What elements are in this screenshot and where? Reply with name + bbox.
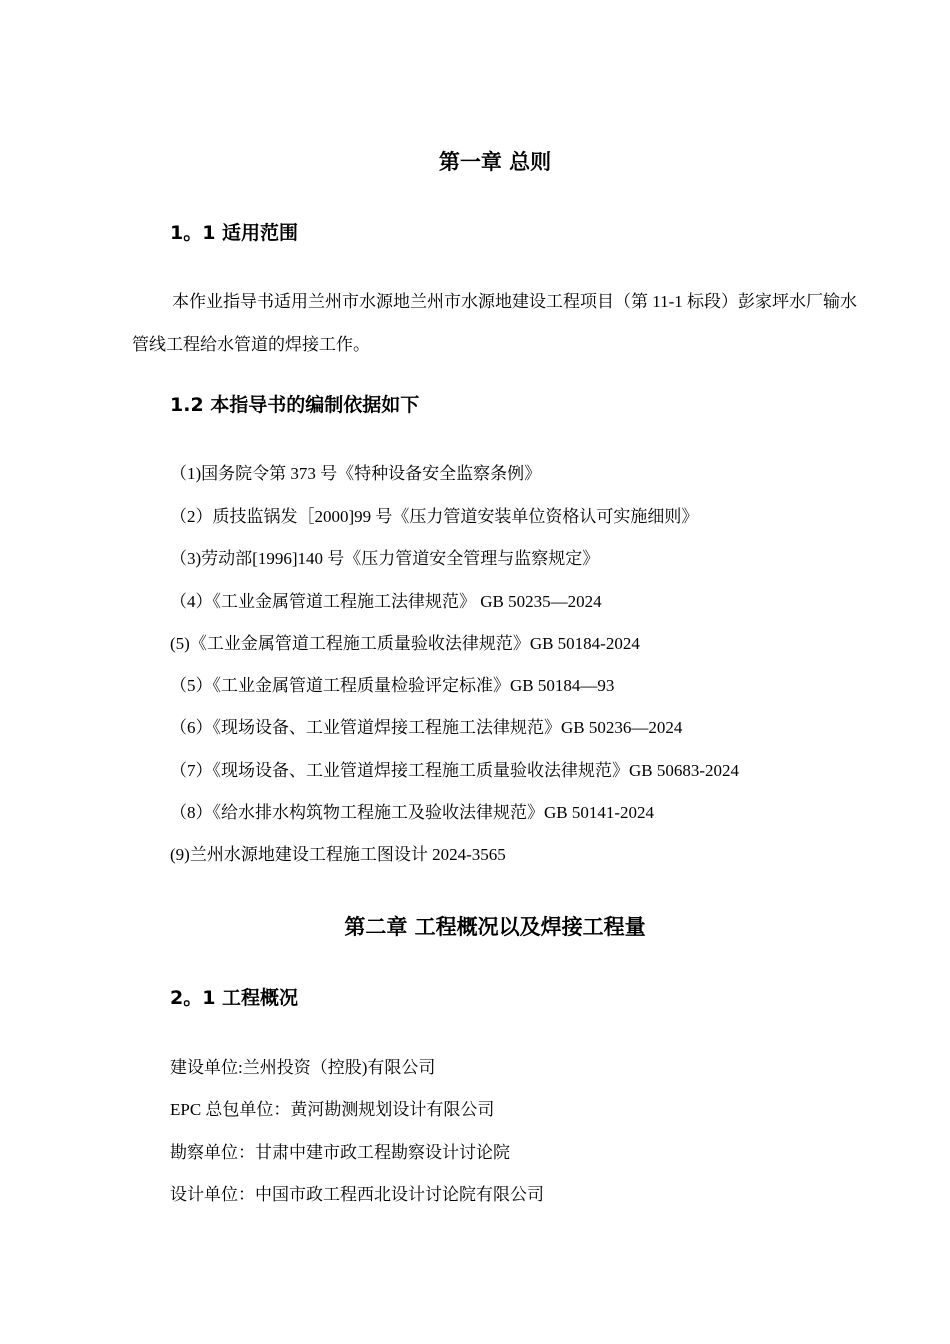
reference-item: （6）《现场设备、工业管道焊接工程施工法律规范》GB 50236—2024 — [170, 718, 683, 737]
section-1-2-heading: 1.2 本指导书的编制依据如下 — [170, 394, 420, 416]
reference-item: （2）质技监锅发［2000]99 号《压力管道安装单位资格认可实施细则》 — [170, 507, 699, 526]
project-info-item: 建设单位:兰州投资（控股)有限公司 — [170, 1058, 436, 1077]
project-info-item: EPC 总包单位：黄河勘测规划设计有限公司 — [170, 1100, 495, 1119]
reference-item: （5）《工业金属管道工程质量检验评定标准》GB 50184—93 — [170, 676, 615, 695]
reference-item: （4）《工业金属管道工程施工法律规范》 GB 50235—2024 — [170, 592, 602, 611]
reference-item: （3)劳动部[1996]140 号《压力管道安全管理与监察规定》 — [170, 549, 600, 568]
section-1-1-heading: 1。1 适用范围 — [170, 222, 299, 244]
chapter-1-title: 第一章 总则 — [438, 150, 552, 174]
section-2-1-heading: 2。1 工程概况 — [170, 987, 299, 1009]
project-info-item: 勘察单位：甘肃中建市政工程勘察设计讨论院 — [170, 1143, 510, 1162]
section-1-1-paragraph: 本作业指导书适用兰州市水源地兰州市水源地建设工程项目（第 11-1 标段）彭家坪水厂输水管线工程给水管道的焊接工作。 — [132, 292, 858, 354]
reference-item: （1)国务院令第 373 号《特种设备安全监察条例》 — [170, 464, 542, 483]
project-info-item: 设计单位：中国市政工程西北设计讨论院有限公司 — [170, 1185, 544, 1204]
reference-item: （7）《现场设备、工业管道焊接工程施工质量验收法律规范》GB 50683-2024 — [170, 761, 740, 780]
reference-item: (5)《工业金属管道工程施工质量验收法律规范》GB 50184-2024 — [170, 634, 640, 653]
chapter-2-title: 第二章 工程概况以及焊接工程量 — [344, 915, 646, 939]
reference-item: (9)兰州水源地建设工程施工图设计 2024-3565 — [170, 845, 506, 864]
reference-item: （8）《给水排水构筑物工程施工及验收法律规范》GB 50141-2024 — [170, 803, 655, 822]
